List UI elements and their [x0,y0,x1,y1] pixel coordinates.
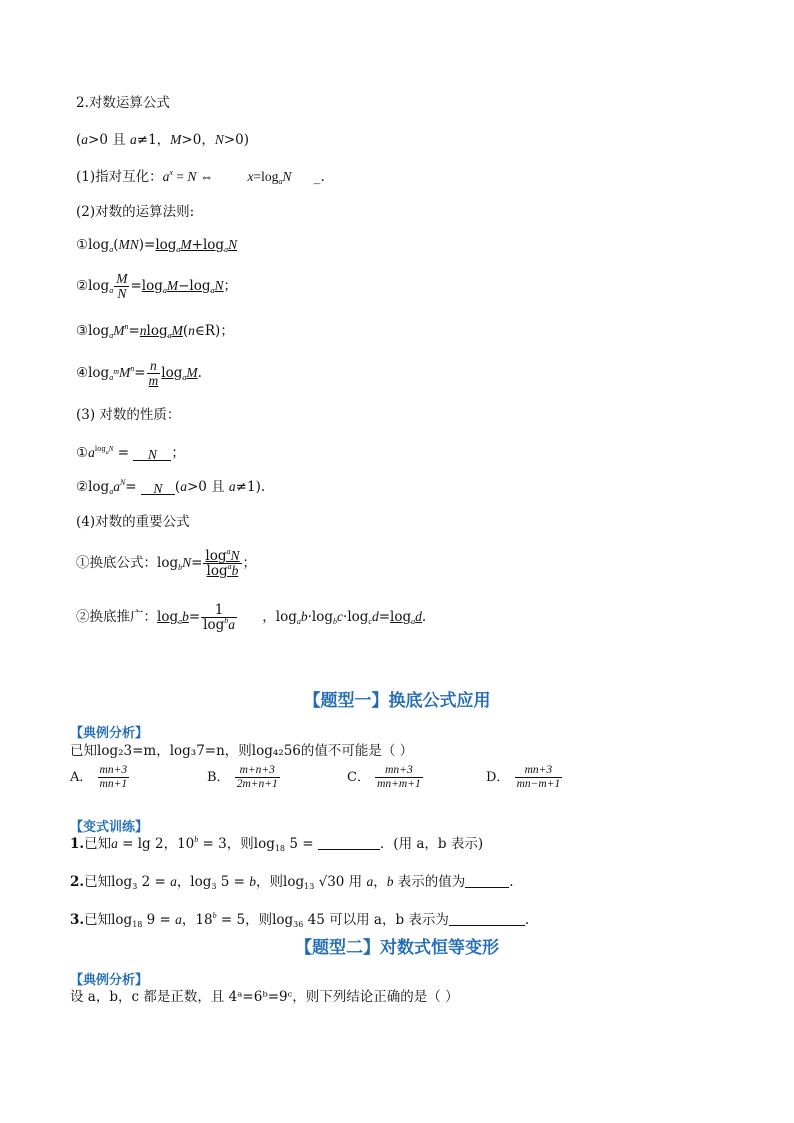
option-b-num: m+n+3 [239,764,275,776]
option-d-num: mn+3 [524,764,553,776]
practice-q3-suffix: 可以用 a，b 表示为 [329,912,449,928]
rule-quotient: $②\log_a$ $\frac{M}{N}$ $=\log_aM-\log_aN$； [76,271,238,301]
type2-example-question: 设 a，b，c 都是正数，且 4ᵃ=6ᵇ=9ᶜ，则下列结论正确的是（ ） [70,989,459,1005]
type1-practice-tag: 【变式训练】 [70,820,149,835]
option-d [486,764,563,791]
type2-example-tag: 【典例分析】 [70,973,149,988]
item-4-label: (4)对数的重要公式 [76,514,190,530]
option-d-label: D． [486,770,510,785]
option-b [207,764,281,791]
type2-heading: 【题型二】对数式恒等变形 [295,938,499,958]
option-b-label: B． [207,770,230,785]
item-1-label: (1)指对互化： [76,169,163,185]
practice-q1-suffix: ．(用 a，b 表示) [379,836,484,852]
option-c-num: mn+3 [385,764,413,776]
option-c [347,764,424,791]
option-a-den: mn+1 [99,778,128,790]
practice-q3: 3.已知$\log_{18} 9 = a$，$18^b = 5$，则$\log_{36} 45$ 可以用 a，b 表示为 . [70,911,530,929]
item-2-label: (2)对数的运算法则: [76,204,195,220]
change-base-inference-label: ②换底推广： [76,609,157,625]
practice-q1: 1.已知a = lg 2，$10^b = 3$，则$\log_{18} 5$ = ．(用 a，b 表示) [70,835,484,853]
rule-power-base: $④\log_{a^m}M^n=$ $\frac{n}{m}$ $\log_aM$. [76,358,202,388]
section-title: 2.对数运算公式 [76,95,170,111]
item-3-label: (3) 对数的性质： [76,407,181,423]
practice-q2-suffix: 表示的值为 [397,874,466,890]
condition-line: (a>0 且 a≠1，M>0，N>0) [76,132,250,148]
type1-heading: 【题型一】换底公式应用 [303,691,491,711]
option-a [70,764,130,791]
rule-power: $③\log_aM^n=nlog_aM(n\in R)$； [76,322,234,340]
property-1: $①a^{log_aN} = N$ ； [76,445,185,462]
option-d-den: mn−m+1 [516,778,561,790]
rule-product: $①\log_a(MN)=\log_aM+\log_aN$ [76,237,238,254]
option-c-den: mn+m+1 [377,778,421,790]
change-base-inference: ②换底推广：$\log_ab=$ $\frac{1}{\log^ba}$ ，$\log_ab\cdot\log_bc\cdot\log_cd=\log_ad$. [76,602,427,633]
option-a-label: A． [70,770,93,785]
option-b-den: 2m+n+1 [236,778,278,790]
change-base-label: ①换底公式： [76,555,157,571]
type1-example-question: 已知log₂3=m，log₃7=n，则log₄₂56的值不可能是（ ） [70,743,414,759]
option-c-label: C． [347,770,370,785]
property-2: $②\log_aa^N= N$ (a>0 且 a≠1). [76,478,266,496]
practice-q2: 2.已知$\log_3 2 = a$，$\log_3 5 = b$，则$\log_{13} √30$ 用 a，b 表示的值为 . [70,874,514,891]
type1-example-tag: 【典例分析】 [70,726,149,741]
option-a-num: mn+3 [99,764,128,776]
change-base-formula: ①换底公式：$\log_bN=$ $\frac{\log^aN}{\log^ab}$ ； [76,547,257,579]
item-1-line: (1)指对互化：$a^x = N$ ⇔ $x=\log_aN$ _. [76,168,325,186]
